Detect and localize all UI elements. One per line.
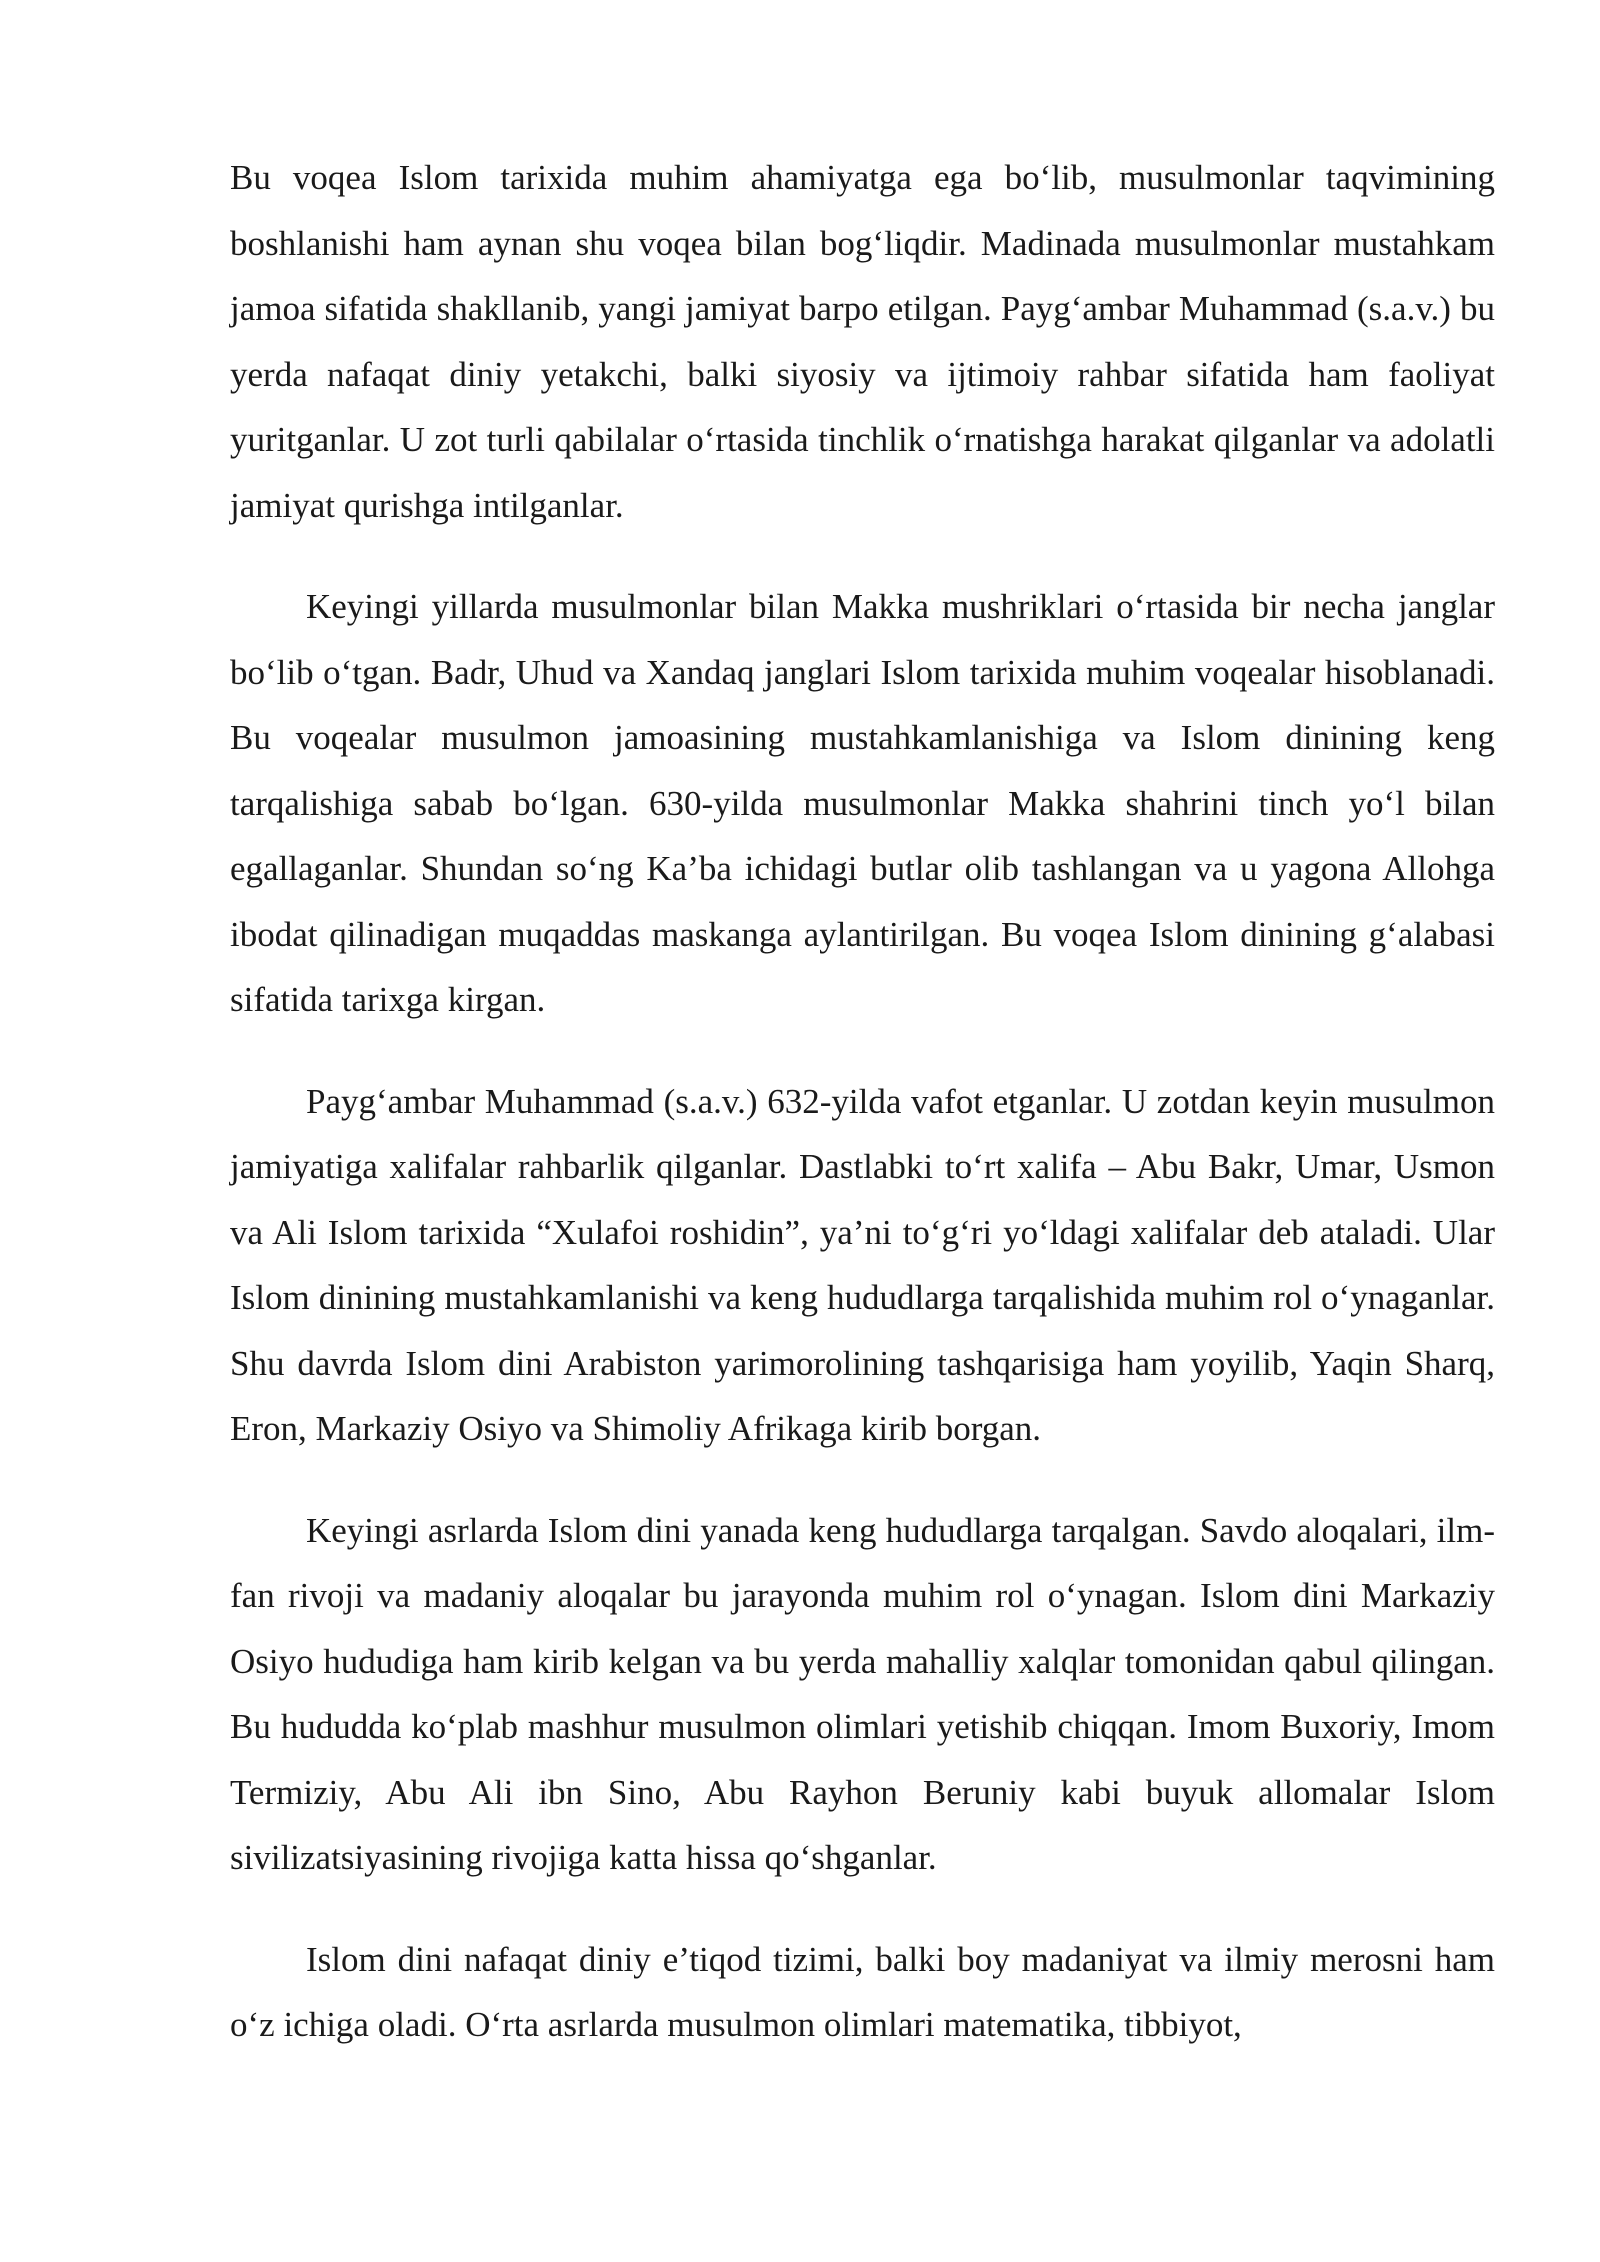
paragraph-3: Payg‘ambar Muhammad (s.a.v.) 632-yilda vafot etganlar. U zotdan keyin musulmon jamiyatiga xalifalar rahbarlik qilganlar. Dastlabki to‘rt xalifa – Abu Bakr, Umar, Usmon va Ali Islom tarixida “Xulafoi roshidin”, ya’ni to‘g‘ri yo‘ldagi xalifalar deb ataladi. Ular Islom dinining mustahkamlanishi va keng hududlarga tarqalishida muhim rol o‘ynaganlar. Shu davrda Islom dini Arabiston yarimorolining tashqarisiga ham yoyilib, Yaqin Sharq, Eron, Markaziy Osiyo va Shimoliy Afrikaga kirib borgan. (230, 1081, 1495, 1448)
paragraph-1: Bu voqea Islom tarixida muhim ahamiyatga ega bo‘lib, musulmonlar taqvimining boshlanishi ham aynan shu voqea bilan bog‘liqdir. Madinada musulmonlar mustahkam jamoa sifatida shakllanib, yangi jamiyat barpo etilgan. Payg‘ambar Muhammad (s.a.v.) bu yerda nafaqat diniy yetakchi, balki siyosiy va ijtimoiy rahbar sifatida ham faoliyat yuritganlar. U zot turli qabilalar o‘rtasida tinchlik o‘rnatishga harakat qilganlar va adolatli jamiyat qurishga intilganlar. (230, 158, 1495, 525)
paragraph-5: Islom dini nafaqat diniy e’tiqod tizimi, balki boy madaniyat va ilmiy merosni ham o‘z ichiga oladi. O‘rta asrlarda musulmon olimlari matematika, tibbiyot, (230, 1939, 1495, 2044)
paragraph-2: Keyingi yillarda musulmonlar bilan Makka mushriklari o‘rtasida bir necha janglar bo‘lib o‘tgan. Badr, Uhud va Xandaq janglari Islom tarixida muhim voqealar hisoblanadi. Bu voqealar musulmon jamoasining mustahkamlanishiga va Islom dinining keng tarqalishiga sabab bo‘lgan. 630-yilda musulmonlar Makka shahrini tinch yo‘l bilan egallaganlar. Shundan so‘ng Ka’ba ichidagi butlar olib tashlangan va u yagona Allohga ibodat qilinadigan muqaddas maskanga aylantirilgan. Bu voqea Islom dinining g‘alabasi sifatida tarixga kirgan. (230, 587, 1495, 1019)
paragraph-4: Keyingi asrlarda Islom dini yanada keng hududlarga tarqalgan. Savdo aloqalari, ilm-fan rivoji va madaniy aloqalar bu jarayonda muhim rol o‘ynagan. Islom dini Markaziy Osiyo hududiga ham kirib kelgan va bu yerda mahalliy xalqlar tomonidan qabul qilingan. Bu hududda ko‘plab mashhur musulmon olimlari yetishib chiqqan. Imom Buxoriy, Imom Termiziy, Abu Ali ibn Sino, Abu Rayhon Beruniy kabi buyuk allomalar Islom sivilizatsiyasining rivojiga katta hissa qo‘shganlar. (230, 1510, 1495, 1877)
document-body (230, 145, 1495, 2094)
